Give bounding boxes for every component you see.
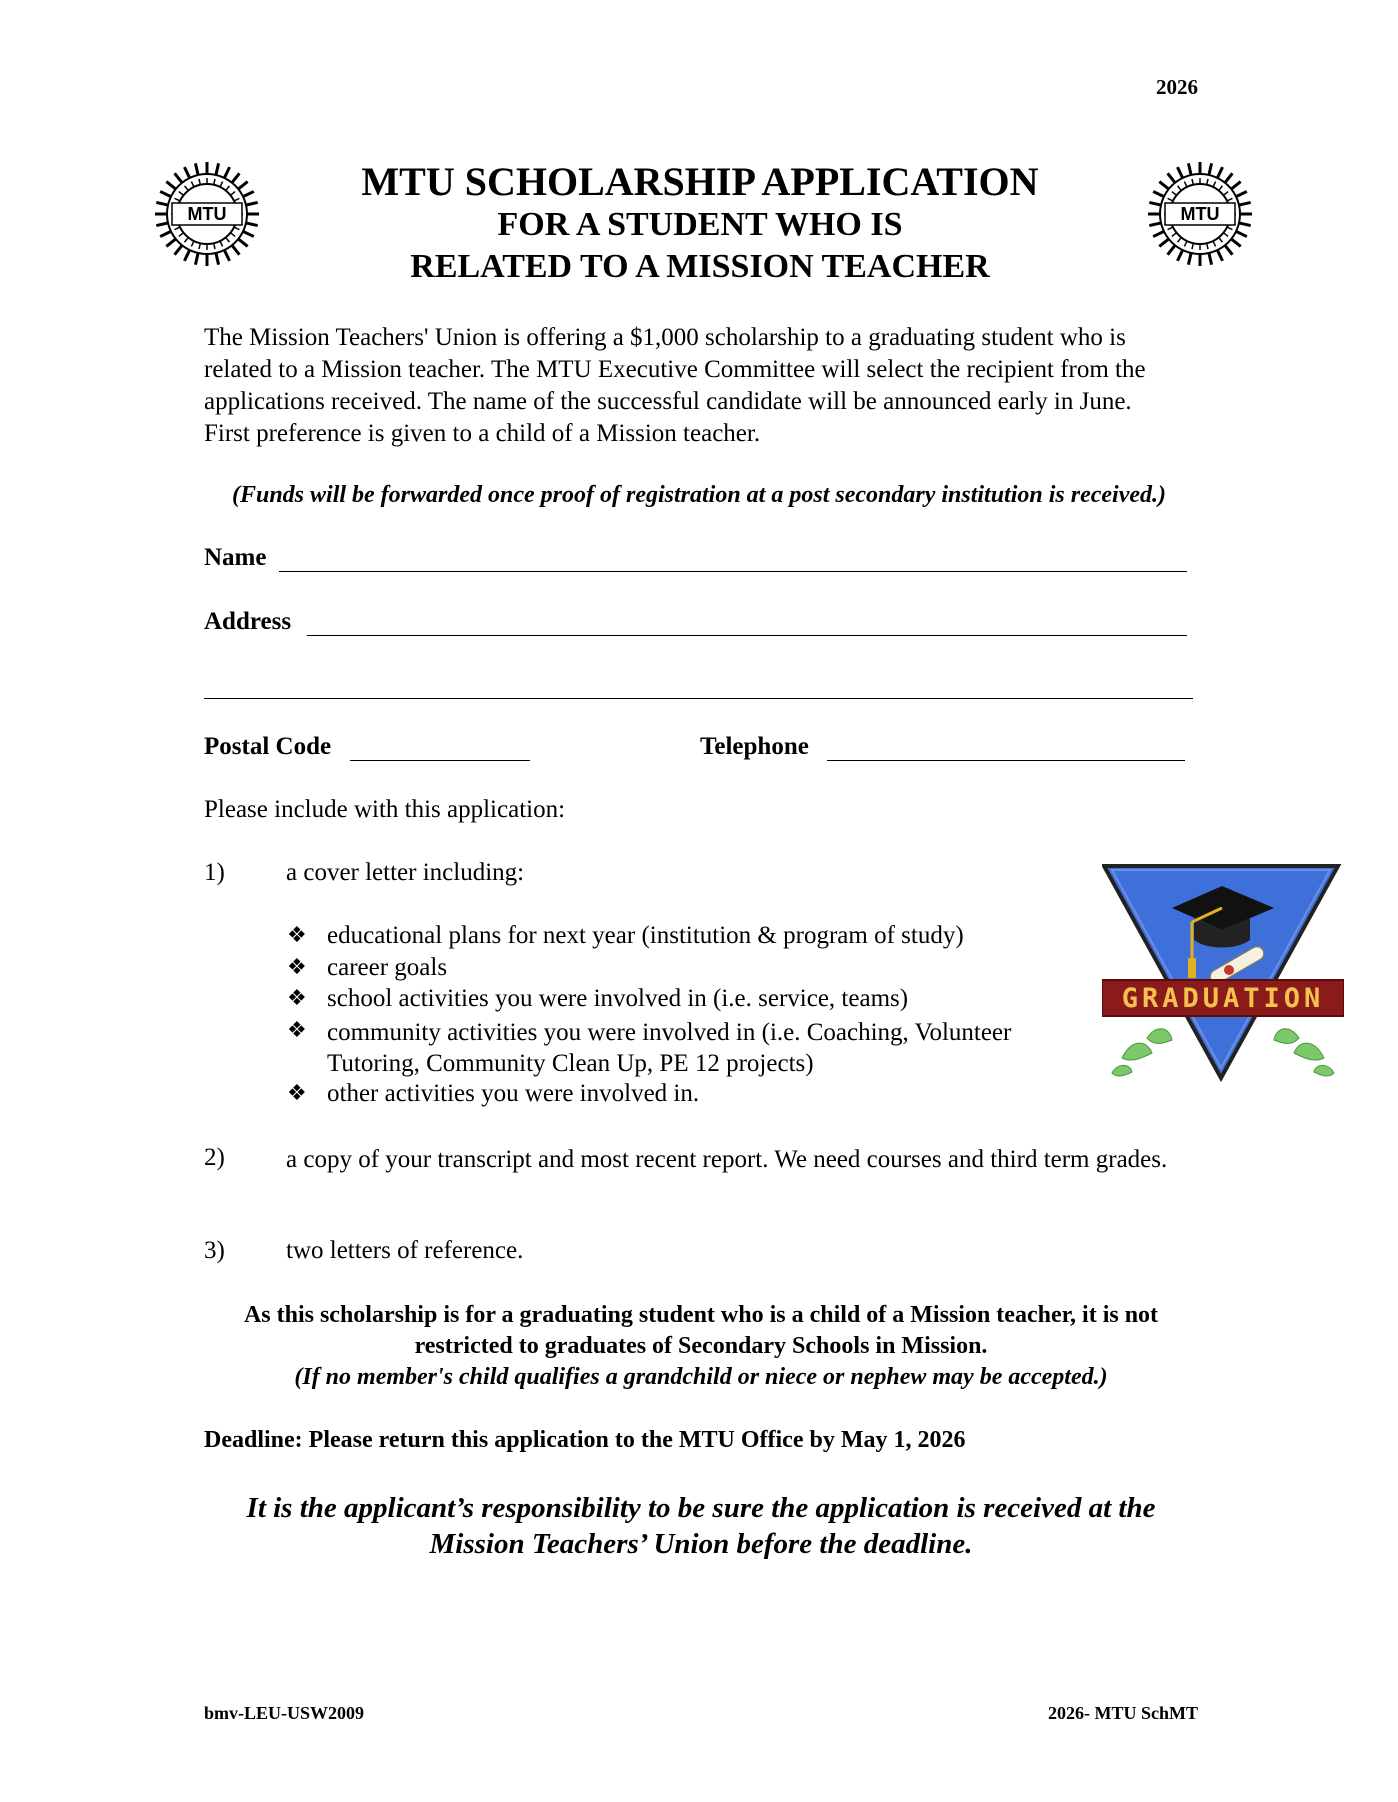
- telephone-field[interactable]: [827, 760, 1185, 761]
- deadline-text: Deadline: Please return this application to the MTU Office by May 1, 2026: [204, 1427, 966, 1453]
- postal-code-label: Postal Code: [204, 733, 332, 760]
- postal-code-field[interactable]: [350, 760, 530, 761]
- responsibility-note: It is the applicant’s responsibility to be sure the application is received at the Mission Teachers’ Union before the deadline.: [246, 1492, 1156, 1560]
- bullet-icon: ❖: [287, 1017, 307, 1042]
- bullet-icon: ❖: [287, 954, 307, 979]
- graduation-clipart-icon: [1102, 858, 1344, 1084]
- include-intro: Please include with this application:: [204, 796, 566, 823]
- address-field[interactable]: [307, 635, 1187, 636]
- name-label: Name: [204, 544, 267, 571]
- address-label: Address: [204, 608, 292, 635]
- intro-paragraph: The Mission Teachers' Union is offering a $1,000 scholarship to a graduating student who is related to a Mission teacher. The MTU Executive Committee will select the recipient from the applications received. The name of the successful candidate will be announced early in June. First preference is given to a child of a Mission teacher.: [204, 324, 1146, 447]
- item-text: two letters of reference.: [286, 1237, 524, 1264]
- item-text: a copy of your transcript and most recent report. We need courses and third term grades.: [286, 1146, 1168, 1173]
- name-field[interactable]: [279, 571, 1187, 572]
- notice-bold: As this scholarship is for a graduating student who is a child of a Mission teacher, it is not restricted to graduates of Secondary Schools in Mission.: [243, 1302, 1159, 1359]
- bullet-item: school activities you were involved in (i.e. service, teams): [327, 985, 909, 1012]
- graduation-banner-text: GRADUATION: [1121, 983, 1325, 1014]
- bullet-item: educational plans for next year (institution & program of study): [327, 922, 964, 949]
- footer-right: 2026- MTU SchMT: [1048, 1703, 1198, 1723]
- bullet-icon: ❖: [287, 1080, 307, 1105]
- item-number: 3): [204, 1237, 225, 1264]
- bullet-item: other activities you were involved in.: [327, 1080, 700, 1107]
- address-field-line-2[interactable]: [204, 698, 1193, 699]
- title-line-1: MTU SCHOLARSHIP APPLICATION: [361, 159, 1039, 204]
- telephone-label: Telephone: [700, 733, 809, 760]
- funds-note: (Funds will be forwarded once proof of registration at a post secondary institution is received.): [231, 482, 1167, 508]
- bullet-icon: ❖: [287, 922, 307, 947]
- title-line-3: RELATED TO A MISSION TEACHER: [410, 248, 990, 285]
- item-text: a cover letter including:: [286, 859, 525, 886]
- footer-left: bmv-LEU-USW2009: [204, 1703, 365, 1723]
- mtu-logo-left-icon: [150, 157, 264, 271]
- logo-text: MTU: [187, 204, 227, 224]
- title-line-2: FOR A STUDENT WHO IS: [497, 206, 903, 243]
- bullet-icon: ❖: [287, 985, 307, 1010]
- mtu-logo-right-icon: [1143, 157, 1257, 271]
- bullet-item: community activities you were involved in (i.e. Coaching, Volunteer Tutoring, Community Clean Up, PE 12 projects): [327, 1019, 1012, 1077]
- logo-text: MTU: [1180, 204, 1220, 224]
- item-number: 2): [204, 1144, 225, 1171]
- item-number: 1): [204, 859, 225, 886]
- notice-italic: (If no member's child qualifies a grandchild or niece or nephew may be accepted.): [294, 1364, 1108, 1390]
- year-label: 2026: [1156, 75, 1198, 99]
- bullet-item: career goals: [327, 954, 448, 981]
